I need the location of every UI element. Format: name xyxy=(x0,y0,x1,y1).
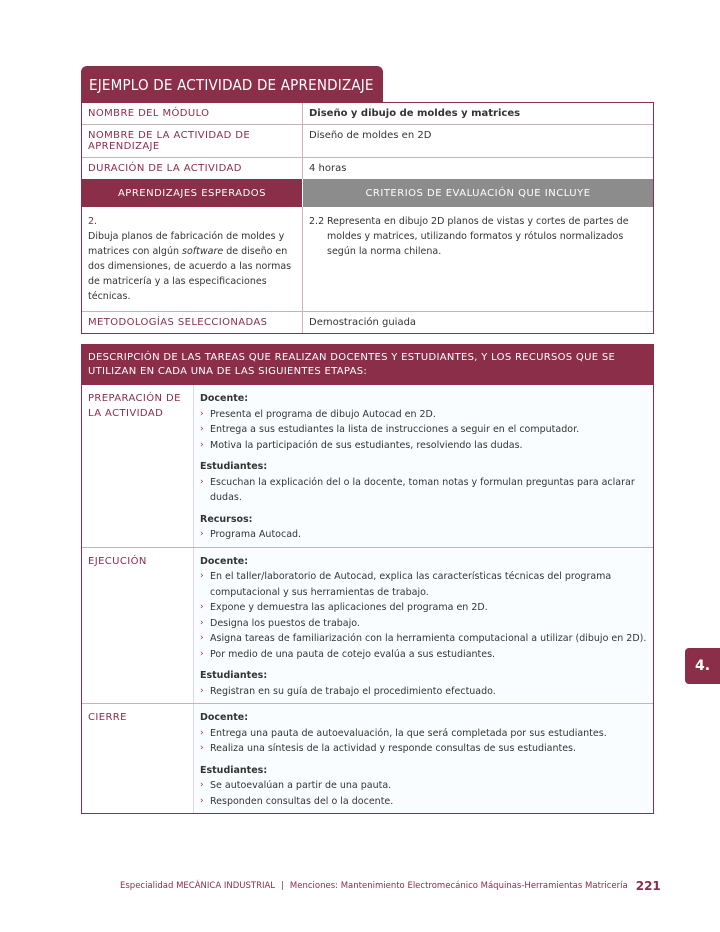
section-headers xyxy=(82,179,653,207)
group-estudiantes xyxy=(200,763,647,810)
info-value: Diseño de moldes en 2D xyxy=(309,130,432,141)
chapter-tab: 4. xyxy=(685,648,720,684)
item-text: Por medio de una pauta de cotejo evalúa a sus estudiantes. xyxy=(210,648,496,660)
list-item xyxy=(200,600,647,616)
stage-preparation xyxy=(82,385,653,548)
info-row-duration xyxy=(82,158,653,179)
list-item xyxy=(200,475,647,506)
stage-execution xyxy=(82,548,653,705)
item-text: Se autoevalúan a partir de una pauta. xyxy=(210,780,392,791)
list-item xyxy=(200,407,647,423)
group-title: Recursos: xyxy=(200,513,253,525)
list-item xyxy=(200,569,647,600)
page-number: 221 xyxy=(635,879,661,893)
group-title: Estudiantes: xyxy=(200,670,268,681)
chevron-right-icon: › xyxy=(200,780,204,790)
group-estudiantes xyxy=(200,459,647,506)
item-text: Responden consultas del o la docente. xyxy=(210,795,394,807)
header-learning: APRENDIZAJES ESPERADOS xyxy=(82,179,303,207)
methodology-value: Demostración guiada xyxy=(309,317,417,328)
list-item xyxy=(200,778,647,794)
item-text: En el taller/laboratorio de Autocad, explica las características técnicas del programa computacional y sus herramientas de trabajo. xyxy=(210,571,612,598)
chevron-right-icon: › xyxy=(200,727,204,738)
list-item xyxy=(200,422,647,438)
item-text: Programa Autocad. xyxy=(210,529,302,540)
group-title: Estudiantes: xyxy=(200,461,268,472)
criterion-number: 2.2 xyxy=(309,216,325,227)
list-item xyxy=(200,794,647,810)
learning-text-b: de diseño en dos dimensiones, de acuerdo a las normas de matricería y a las especificaciones técnicas. xyxy=(88,246,292,302)
list-item xyxy=(200,741,647,757)
chevron-right-icon: › xyxy=(200,529,204,539)
chevron-right-icon: › xyxy=(200,633,204,643)
chevron-right-icon: › xyxy=(200,617,204,628)
list-item xyxy=(200,527,647,543)
info-value: Diseño y dibujo de moldes y matrices xyxy=(309,108,521,119)
info-label: NOMBRE DEL MÓDULO xyxy=(82,103,303,124)
group-docente xyxy=(200,391,647,453)
item-text: Escuchan la explicación del o la docente, toman notas y formulan preguntas para aclarar dudas. xyxy=(210,476,635,503)
chevron-right-icon: › xyxy=(200,743,204,753)
info-label: DURACIÓN DE LA ACTIVIDAD xyxy=(82,158,303,179)
tasks-header: DESCRIPCIÓN DE LAS TAREAS QUE REALIZAN DOCENTES Y ESTUDIANTES, Y LOS RECURSOS QUE SE UTILIZAN EN CADA UNA DE LAS SIGUIENTES ETAPAS: xyxy=(82,344,653,385)
learning-text-a: Dibuja planos de fabricación de moldes y matrices con algún xyxy=(88,231,285,257)
chevron-right-icon: › xyxy=(200,408,204,419)
list-item xyxy=(200,631,647,647)
learning-number: 2. xyxy=(88,216,98,227)
group-docente xyxy=(200,554,647,663)
list-item xyxy=(200,726,647,742)
stage-content xyxy=(194,704,653,813)
item-text: Presenta el programa de dibujo Autocad en 2D. xyxy=(210,408,436,420)
group-title: Docente: xyxy=(200,555,249,567)
info-row-module xyxy=(82,103,653,125)
chevron-right-icon: › xyxy=(200,685,204,696)
stage-label: PREPARACIÓN DE LA ACTIVIDAD xyxy=(82,385,194,547)
page-title: EJEMPLO DE ACTIVIDAD DE APRENDIZAJE xyxy=(81,66,383,102)
list-item xyxy=(200,616,647,632)
learning-text-italic: software xyxy=(182,246,224,257)
group-title: Docente: xyxy=(200,393,249,404)
group-estudiantes xyxy=(200,668,647,699)
chevron-right-icon: › xyxy=(200,648,204,659)
item-text: Entrega a sus estudiantes la lista de instrucciones a seguir en el computador. xyxy=(210,424,580,435)
footer-separator: | xyxy=(281,881,284,891)
page-footer xyxy=(120,879,660,893)
item-text: Expone y demuestra las aplicaciones del programa en 2D. xyxy=(210,602,488,613)
item-text: Asigna tareas de familiarización con la herramienta computacional a utilizar (dibujo en 2D). xyxy=(210,633,647,644)
stage-label: EJECUCIÓN xyxy=(82,548,194,704)
evaluation-criterion xyxy=(303,207,653,311)
info-label: NOMBRE DE LA ACTIVIDAD DE APRENDIZAJE xyxy=(82,125,303,157)
criterion-text: Representa en dibujo 2D planos de vistas y cortes de partes de moldes y matrices, utilizando formatos y rótulos normalizados según la norma chilena. xyxy=(327,216,629,257)
list-item xyxy=(200,684,647,700)
item-text: Realiza una síntesis de la actividad y responde consultas de sus estudiantes. xyxy=(210,743,577,754)
methodology-label: METODOLOGÍAS SELECCIONADAS xyxy=(82,312,303,333)
item-text: Motiva la participación de sus estudiantes, resolviendo las dudas. xyxy=(210,439,523,451)
stage-content xyxy=(194,385,653,547)
methodology-row xyxy=(82,312,653,333)
group-title: Estudiantes: xyxy=(200,764,268,776)
chevron-right-icon: › xyxy=(200,439,204,450)
group-docente xyxy=(200,710,647,757)
group-title: Docente: xyxy=(200,712,249,723)
chevron-right-icon: › xyxy=(200,424,204,434)
learning-row xyxy=(82,207,653,312)
expected-learning xyxy=(82,207,303,311)
stage-label: CIERRE xyxy=(82,704,194,813)
list-item xyxy=(200,438,647,454)
header-criteria: CRITERIOS DE EVALUACIÓN QUE INCLUYE xyxy=(303,179,653,207)
info-value: 4 horas xyxy=(309,163,347,174)
tasks-table xyxy=(81,344,654,814)
activity-info-table xyxy=(81,102,654,334)
activity-sheet xyxy=(81,66,654,814)
group-recursos xyxy=(200,512,647,543)
item-text: Entrega una pauta de autoevaluación, la que será completada por sus estudiantes. xyxy=(210,727,607,739)
stage-closing xyxy=(82,704,653,813)
stage-content xyxy=(194,548,653,704)
chevron-right-icon: › xyxy=(200,476,204,487)
info-row-activity xyxy=(82,125,653,158)
chevron-right-icon: › xyxy=(200,602,204,612)
chevron-right-icon: › xyxy=(200,795,204,806)
item-text: Registran en su guía de trabajo el procedimiento efectuado. xyxy=(210,685,496,697)
chevron-right-icon: › xyxy=(200,571,204,581)
footer-specialty: Especialidad MECÁNICA INDUSTRIAL xyxy=(120,881,276,891)
footer-mentions: Menciones: Mantenimiento Electromecánico Máquinas-Herramientas Matricería xyxy=(289,881,628,891)
item-text: Designa los puestos de trabajo. xyxy=(210,617,360,629)
list-item xyxy=(200,647,647,663)
